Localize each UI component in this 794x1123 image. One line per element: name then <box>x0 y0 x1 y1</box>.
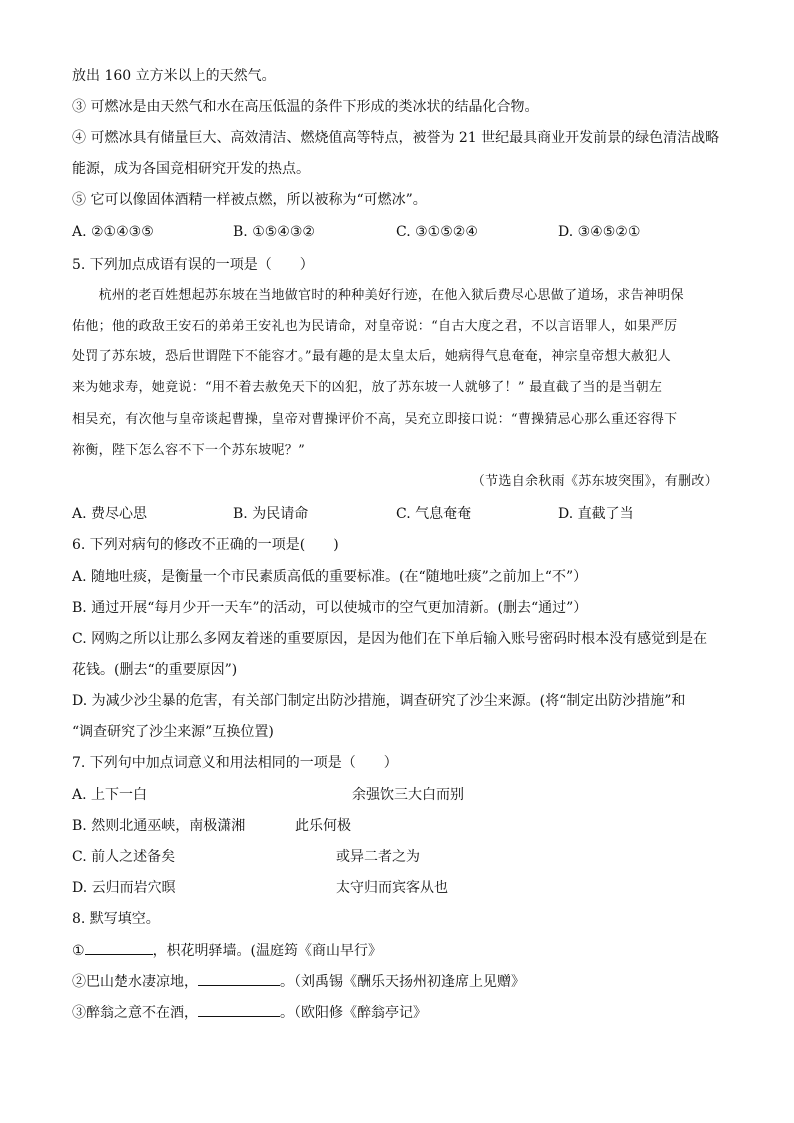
q5-passage-line: 佑他；他的政敌王安石的弟弟王安礼也为民请命，对皇帝说：“自古大度之君，不以言语罪人，如果严厉 <box>72 319 678 334</box>
q6-option-b[interactable]: B. 通过开展“每月少开一天车”的活动，可以使城市的空气更加清新。(删去“通过”） <box>72 600 588 616</box>
q7-option-b-right: 此乐何极 <box>295 818 351 834</box>
q4-sentence-5: ⑤ 它可以像固体酒精一样被点燃，所以被称为“可燃冰”。 <box>72 192 427 208</box>
q7-option-c-right: 或异二者之为 <box>336 849 420 865</box>
q8-stem: 8. 默写填空。 <box>72 911 160 927</box>
q7-option-d-left[interactable]: D. 云归而岩穴暝 <box>72 880 176 896</box>
q8-line-3-suffix: 。（欧阳修《醉翁亭记》 <box>280 1005 427 1021</box>
q5-source: （节选自余秋雨《苏东坡突围》，有删改） <box>471 474 718 489</box>
q8-line-1-suffix: ，枳花明驿墙。(温庭筠《商山早行》 <box>152 943 383 959</box>
q8-line-2-suffix: 。（刘禹锡《酬乐天扬州初逢席上见赠》 <box>280 974 525 990</box>
q6-option-d-line2: “调查研究了沙尘来源”互换位置) <box>72 724 274 740</box>
q5-stem: 5. 下列加点成语有误的一项是（ ） <box>72 257 314 273</box>
q5-passage-line: 相吴充，有次他与皇帝谈起曹操，皇帝对曹操评价不高，吴充立即接口说：“曹操猜忌心那么重还容得下 <box>72 412 678 427</box>
q7-stem: 7. 下列句中加点词意义和用法相同的一项是（ ） <box>72 755 398 771</box>
q7-option-d-right: 太守归而宾客从也 <box>336 880 448 896</box>
fill-blank-1[interactable] <box>85 940 153 955</box>
q5-option-a[interactable]: A. 费尽心思 <box>72 506 148 522</box>
q7-option-b-left[interactable]: B. 然则北通巫峡，南极潇湘 <box>72 818 246 834</box>
q8-line-3 <box>72 1002 427 1023</box>
q4-option-c[interactable]: C. ③①⑤②④ <box>396 224 478 240</box>
q6-stem: 6. 下列对病句的修改不正确的一项是( ) <box>72 537 339 553</box>
q6-option-c-line2: 花钱。(删去“的重要原因”) <box>72 662 238 678</box>
q7-option-a-left[interactable]: A. 上下一白 <box>72 787 148 803</box>
q5-option-b[interactable]: B. 为民请命 <box>233 506 309 522</box>
q4-sentence-4-line1: ④ 可燃冰具有储量巨大、高效清洁、燃烧值高等特点，被誉为 21 世纪最具商业开发前景的绿色清洁战略 <box>72 130 720 146</box>
q5-option-c[interactable]: C. 气息奄奄 <box>396 506 472 522</box>
q8-line-2 <box>72 971 525 992</box>
q6-option-c-line1[interactable]: C. 网购之所以让那么多网友着迷的重要原因，是因为他们在下单后输入账号密码时根本没有感觉到是在 <box>72 631 708 647</box>
q5-passage-line: 处罚了苏东坡，恐后世谓陛下不能容才。”最有趣的是太皇太后，她病得气息奄奄，神宗皇帝想大赦犯人 <box>72 349 671 364</box>
q6-option-a[interactable]: A. 随地吐痰，是衡量一个市民素质高低的重要标准。(在“随地吐痰”之前加上“不”） <box>72 569 588 585</box>
q5-passage-line: 杭州的老百姓想起苏东坡在当地做官时的种种美好行迹，在他入狱后费尽心思做了道场，求告神明保 <box>72 288 684 303</box>
q8-line-1 <box>72 940 382 961</box>
q8-line-3-prefix: ③醉翁之意不在酒， <box>72 1005 198 1021</box>
q7-option-c-left[interactable]: C. 前人之述备矣 <box>72 849 176 865</box>
q7-option-a-right: 余强饮三大白而别 <box>352 787 464 803</box>
q8-line-2-prefix: ②巴山楚水凄凉地， <box>72 974 198 990</box>
q5-option-d[interactable]: D. 直截了当 <box>558 506 634 522</box>
fill-blank-2[interactable] <box>198 971 280 986</box>
q4-sentence-4-line2: 能源，成为各国竞相研究开发的热点。 <box>72 161 310 177</box>
q4-sentence-3: ③ 可燃冰是由天然气和水在高压低温的条件下形成的类冰状的结晶化合物。 <box>72 99 539 115</box>
q6-option-d-line1[interactable]: D. 为减少沙尘暴的危害，有关部门制定出防沙措施，调查研究了沙尘来源。(将“制定出防沙措施”和 <box>72 693 686 709</box>
q8-line-1-prefix: ① <box>72 943 85 959</box>
q5-passage-line: 来为她求寿，她竟说：“用不着去赦免天下的凶犯，放了苏东坡一人就够了！” 最直截了当的是当朝左 <box>72 380 663 395</box>
q4-continuation: 放出 160 立方米以上的天然气。 <box>72 68 276 84</box>
q4-option-a[interactable]: A. ②①④③⑤ <box>72 224 154 240</box>
q4-option-d[interactable]: D. ③④⑤②① <box>558 224 641 240</box>
q4-option-b[interactable]: B. ①⑤④③② <box>233 224 315 240</box>
q5-passage-line: 祢衡，陛下怎么容不下一个苏东坡呢？” <box>72 443 306 458</box>
fill-blank-3[interactable] <box>198 1002 280 1017</box>
